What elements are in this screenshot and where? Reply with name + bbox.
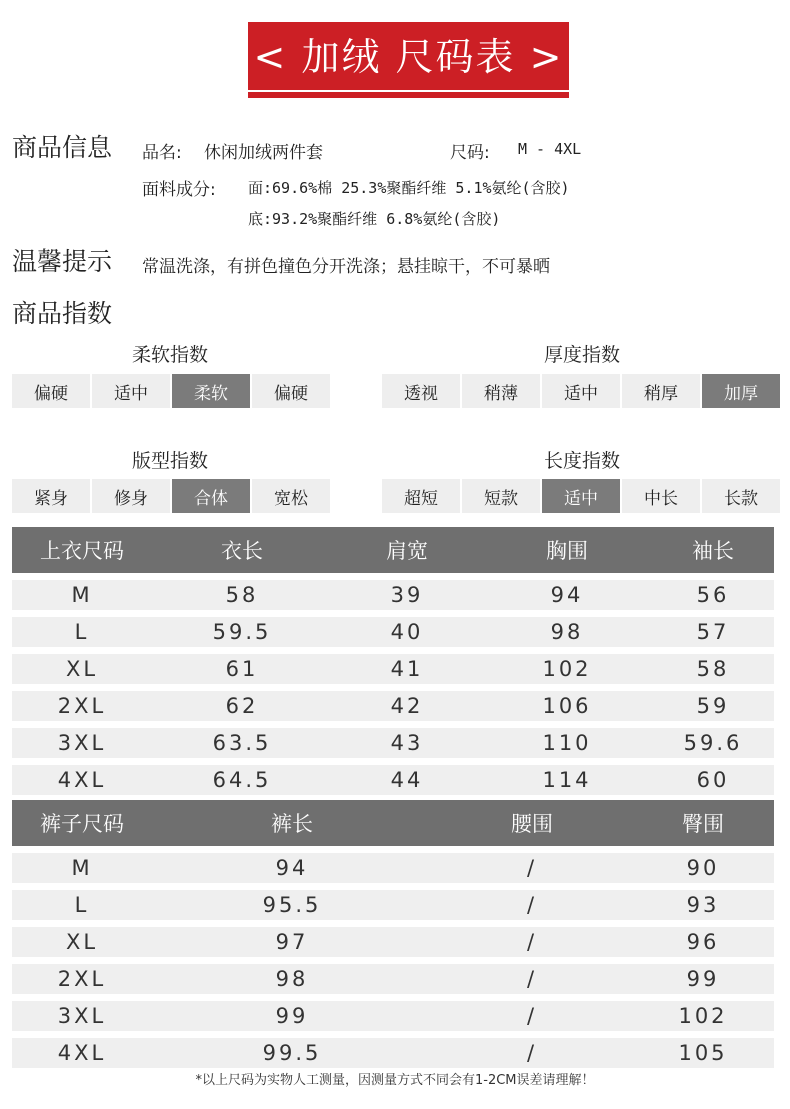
table-cell: 98: [275, 967, 309, 991]
table-cell: 98: [550, 620, 584, 644]
table-row: [12, 890, 774, 920]
table-cell: 4XL: [57, 768, 107, 792]
table-cell: 43: [390, 731, 424, 755]
name-value: 休闲加绒两件套: [204, 143, 323, 163]
thickness-title: 厚度指数: [543, 344, 620, 366]
table-cell: 41: [390, 657, 424, 681]
table-cell: 99.5: [262, 1041, 322, 1065]
tips-text: 常温洗涤，有拼色撞色分开洗涤；悬挂晾干，不可暴晒: [142, 257, 550, 277]
header-cell: 臀围: [682, 812, 724, 836]
softness-option-selected: 柔软: [172, 374, 250, 408]
softness-option: 偏硬: [12, 374, 90, 408]
table-cell: 59.6: [683, 731, 743, 755]
table-cell: /: [526, 967, 538, 991]
thickness-option: 适中: [542, 374, 620, 408]
table-row: [12, 580, 774, 610]
table-cell: 56: [696, 583, 730, 607]
table-row: [12, 1038, 774, 1068]
table-cell: 62: [225, 694, 259, 718]
thickness-option: 透视: [382, 374, 460, 408]
table-cell: 106: [542, 694, 592, 718]
table-cell: 114: [542, 768, 592, 792]
index-label: 商品指数: [12, 299, 113, 328]
fabric-label: 面料成分:: [142, 180, 216, 200]
table-cell: /: [526, 893, 538, 917]
table-cell: XL: [65, 657, 99, 681]
header-cell: 袖长: [692, 539, 734, 563]
length-option: 超短: [382, 479, 460, 513]
table-cell: 94: [275, 856, 309, 880]
length-option-selected: 适中: [542, 479, 620, 513]
table-row: [12, 654, 774, 684]
thickness-options: [382, 374, 780, 408]
table-row: [12, 853, 774, 883]
table-cell: 3XL: [57, 731, 107, 755]
fit-option: 修身: [92, 479, 170, 513]
table-cell: 102: [678, 1004, 728, 1028]
table-cell: 60: [696, 768, 730, 792]
table-cell: /: [526, 1004, 538, 1028]
softness-option: 适中: [92, 374, 170, 408]
fit-title: 版型指数: [131, 450, 208, 472]
top-table-header: [12, 527, 774, 573]
table-row: [12, 927, 774, 957]
length-option: 中长: [622, 479, 700, 513]
table-cell: 93: [686, 893, 720, 917]
header-cell: 裤长: [271, 812, 313, 836]
table-cell: 102: [542, 657, 592, 681]
table-cell: 61: [225, 657, 259, 681]
table-cell: 57: [696, 620, 730, 644]
table-cell: 97: [275, 930, 309, 954]
table-cell: 105: [678, 1041, 728, 1065]
table-cell: M: [71, 856, 93, 880]
table-cell: 42: [390, 694, 424, 718]
table-cell: 2XL: [57, 967, 107, 991]
table-cell: 4XL: [57, 1041, 107, 1065]
table-cell: M: [71, 583, 93, 607]
page-title-banner: [248, 22, 569, 98]
table-cell: 94: [550, 583, 584, 607]
size-label: 尺码:: [450, 143, 490, 163]
fit-options: [12, 479, 330, 513]
table-cell: /: [526, 930, 538, 954]
header-cell: 腰围: [511, 812, 553, 836]
table-row: [12, 728, 774, 758]
table-row: [12, 691, 774, 721]
thickness-option-selected: 加厚: [702, 374, 780, 408]
softness-title: 柔软指数: [131, 344, 208, 366]
fit-option: 宽松: [252, 479, 330, 513]
table-cell: L: [74, 893, 90, 917]
tips-label: 温馨提示: [12, 247, 113, 276]
table-cell: 59: [696, 694, 730, 718]
length-option: 长款: [702, 479, 780, 513]
product-info-label: 商品信息: [12, 133, 113, 162]
table-cell: 90: [686, 856, 720, 880]
thickness-option: 稍薄: [462, 374, 540, 408]
fabric-inner: 底:93.2%聚酯纤维 6.8%氨纶(含胶): [248, 210, 501, 228]
table-cell: 96: [686, 930, 720, 954]
fit-option: 紧身: [12, 479, 90, 513]
table-cell: 95.5: [262, 893, 322, 917]
table-row: [12, 1001, 774, 1031]
length-title: 长度指数: [543, 450, 620, 472]
thickness-option: 稍厚: [622, 374, 700, 408]
table-cell: 99: [686, 967, 720, 991]
table-cell: 2XL: [57, 694, 107, 718]
table-cell: /: [526, 856, 538, 880]
page-title: < 加绒 尺码表 >: [253, 35, 564, 79]
table-cell: /: [526, 1041, 538, 1065]
table-cell: 58: [225, 583, 259, 607]
length-options: [382, 479, 780, 513]
measurement-note: *以上尺码为实物人工测量，因测量方式不同会有1-2CM误差请理解！: [195, 1073, 595, 1088]
table-cell: XL: [65, 930, 99, 954]
table-cell: 99: [275, 1004, 309, 1028]
size-value: M - 4XL: [518, 140, 582, 158]
softness-option: 偏硬: [252, 374, 330, 408]
table-cell: 40: [390, 620, 424, 644]
header-cell: 肩宽: [386, 539, 428, 563]
title-underline: [248, 90, 569, 92]
top-size-table: [12, 527, 774, 795]
table-row: [12, 964, 774, 994]
table-row: [12, 765, 774, 795]
pants-size-table: [12, 800, 774, 1068]
length-option: 短款: [462, 479, 540, 513]
name-label: 品名:: [142, 143, 182, 163]
table-cell: 44: [390, 768, 424, 792]
header-cell: 上衣尺码: [40, 539, 124, 563]
header-cell: 裤子尺码: [40, 812, 124, 836]
table-cell: 59.5: [212, 620, 272, 644]
table-cell: 63.5: [212, 731, 272, 755]
table-cell: 110: [542, 731, 592, 755]
table-cell: 3XL: [57, 1004, 107, 1028]
softness-options: [12, 374, 330, 408]
table-cell: 64.5: [212, 768, 272, 792]
header-cell: 胸围: [546, 539, 588, 563]
pants-table-header: [12, 800, 774, 846]
table-cell: L: [74, 620, 90, 644]
table-cell: 39: [390, 583, 424, 607]
fit-option-selected: 合体: [172, 479, 250, 513]
fabric-outer: 面:69.6%棉 25.3%聚酯纤维 5.1%氨纶(含胶): [248, 179, 570, 197]
header-cell: 衣长: [221, 539, 263, 563]
table-row: [12, 617, 774, 647]
table-cell: 58: [696, 657, 730, 681]
